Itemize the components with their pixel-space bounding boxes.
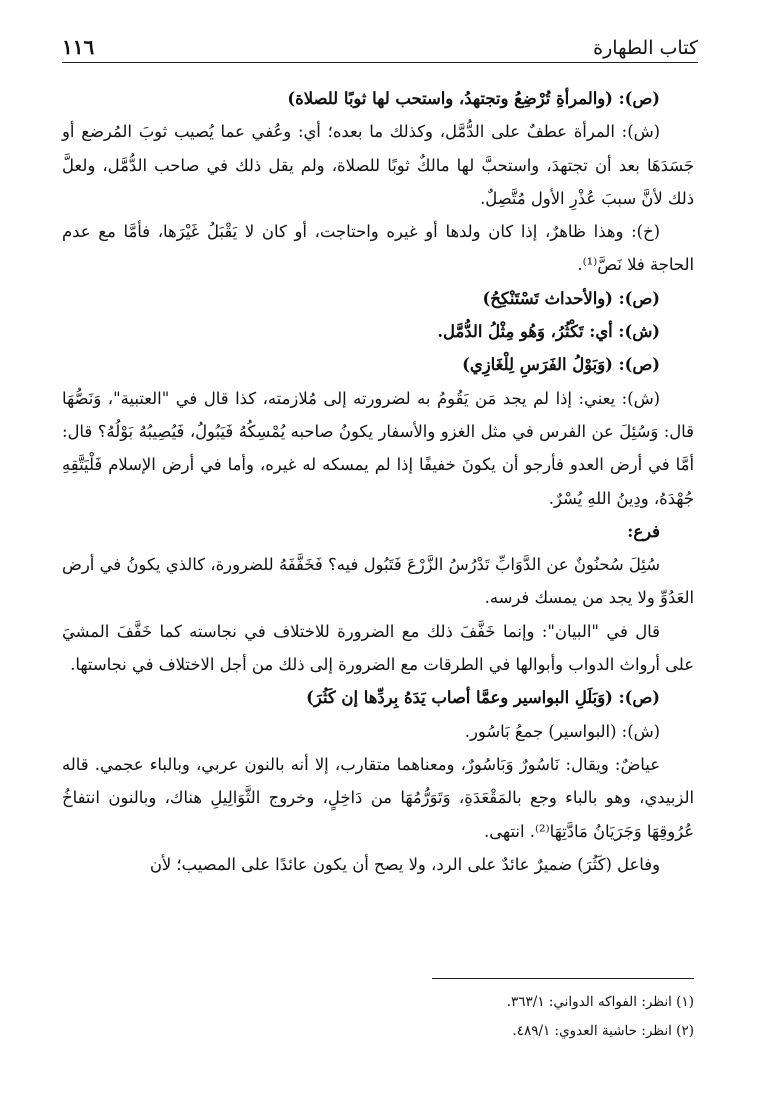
matn-heading: (ص): (والأحداث تَسْتَنْكِحُ) bbox=[482, 288, 660, 308]
matn-heading: (ص): (وَبَوْلُ الفَرَسِ لِلْغَازِي) bbox=[462, 355, 660, 375]
commentary-paragraph: عياضٌ: ويقال: نَاسُورٌ وَبَاسُورٌ، ومعناهما متقارب، إلا أنه بالنون عربي، وبالباء عجمي. قاله الزبيدي، وهو بالباء وجع بالمَقْعَدَةِ، وَتَوَرُّمُهَا من دَاخِلٍ، وخروج الثَّوَالِيلِ هناك، وبالنون انتفاخُ عُرُوقِهَا وَجَرَيَانُ مَادَّتِهَا⁽²⁾. انتهى. bbox=[62, 754, 694, 841]
footnotes bbox=[62, 988, 694, 1046]
footnote: (٢) انظر: حاشية العدوي: ٤٨٩/١. bbox=[512, 1023, 694, 1039]
footnote: (١) انظر: الفواكه الدواني: ٣٦٣/١. bbox=[506, 994, 694, 1010]
subsection-label: فرع: bbox=[627, 521, 660, 541]
book-title: كتاب الطهارة bbox=[593, 37, 698, 59]
commentary-paragraph: (خ): وهذا ظاهرٌ، إذا كان ولدها أو غيره واحتاجت، أو كان لا يَقْبَلُ غَيْرَها، فأمَّا مع عدم الحاجة فلا نَصَّ⁽¹⁾. bbox=[62, 222, 694, 275]
commentary-paragraph: (ش): أي: تَكْثُرُ، وَهُو مِثْلُ الدُّمَّل. bbox=[437, 322, 660, 342]
commentary-paragraph: وفاعل (كَثُرَ) ضميرٌ عائدٌ على الرد، ولا يصح أن يكون عائدًا على المصيب؛ لأن bbox=[149, 854, 660, 874]
page-number: ١١٦ bbox=[62, 35, 95, 59]
matn-heading: (ص): (والمرأةِ تُرْضِعُ وتجتهدُ، واستحب لها ثوبًا للصلاة) bbox=[287, 89, 660, 108]
main-text bbox=[62, 82, 694, 881]
commentary-paragraph: (ش): يعني: إذا لم يجد مَن يَقُومُ به لضرورته إلى مُلازمته، كذا قال في "العتبية"، وَنَصُّهَا قال: وَسُئِلَ عن الفرس في مثل الغزو والأسفار يكونُ صاحبه يُمْسِكُهُ فَيَبُولُ، فَيُصِيبُهُ بَوْلُهُ؟ قال: أمَّا في أرض العدو فأرجو أن يكونَ خفيفًا إذا لم يمسكه له غيره، وأما في أرض الإسلام فَلْيَتَّقِهِ جُهْدَهُ، ودِينُ اللهِ يُسْرٌ. bbox=[62, 388, 694, 508]
commentary-paragraph: قال في "البيان": وإنما خَفَّفَ ذلك مع الضرورة للاختلاف في نجاسته كما خَفَّفَ المشيَ على أرواث الدواب وأبوالها في الطرقات مع الضرورة إلى ذلك من أجل الاختلاف في نجاستها. bbox=[62, 621, 694, 675]
commentary-paragraph: (ش): المرأة عطفٌ على الدُّمَّل، وكذلك ما بعده؛ أي: وعُفي عما يُصيب ثوبَ المُرضع أو جَسَدَهَا بعد أن تجتهدَ، واستحبَّ لها مالكٌ ثوبًا للصلاة، ولم يقل ذلك في صاحب الدُّمَّل، ولعلَّ ذلك لأنَّ سببَ عُذْرِ الأول مُتَّصِلٌ. bbox=[62, 122, 694, 208]
commentary-paragraph: (ش): (البواسير) جمعُ بَاسُور. bbox=[464, 721, 660, 741]
matn-heading: (ص): (وَبَلَلِ البواسير وعمَّا أصاب يَدَهُ بِردِّها إن كَثُرَ) bbox=[306, 688, 660, 708]
commentary-paragraph: سُئِلَ سُحنُونٌ عن الدَّوَابِّ تَدْرُسُ الزَّرْعَ فَتَبُول فيه؟ فَخَفَّفَهُ للضرورة، كالذي يكونُ في أرض العَدُوِّ ولا يجد من يمسك فرسه. bbox=[62, 555, 694, 608]
running-header bbox=[62, 30, 698, 63]
footnote-divider bbox=[432, 978, 694, 979]
